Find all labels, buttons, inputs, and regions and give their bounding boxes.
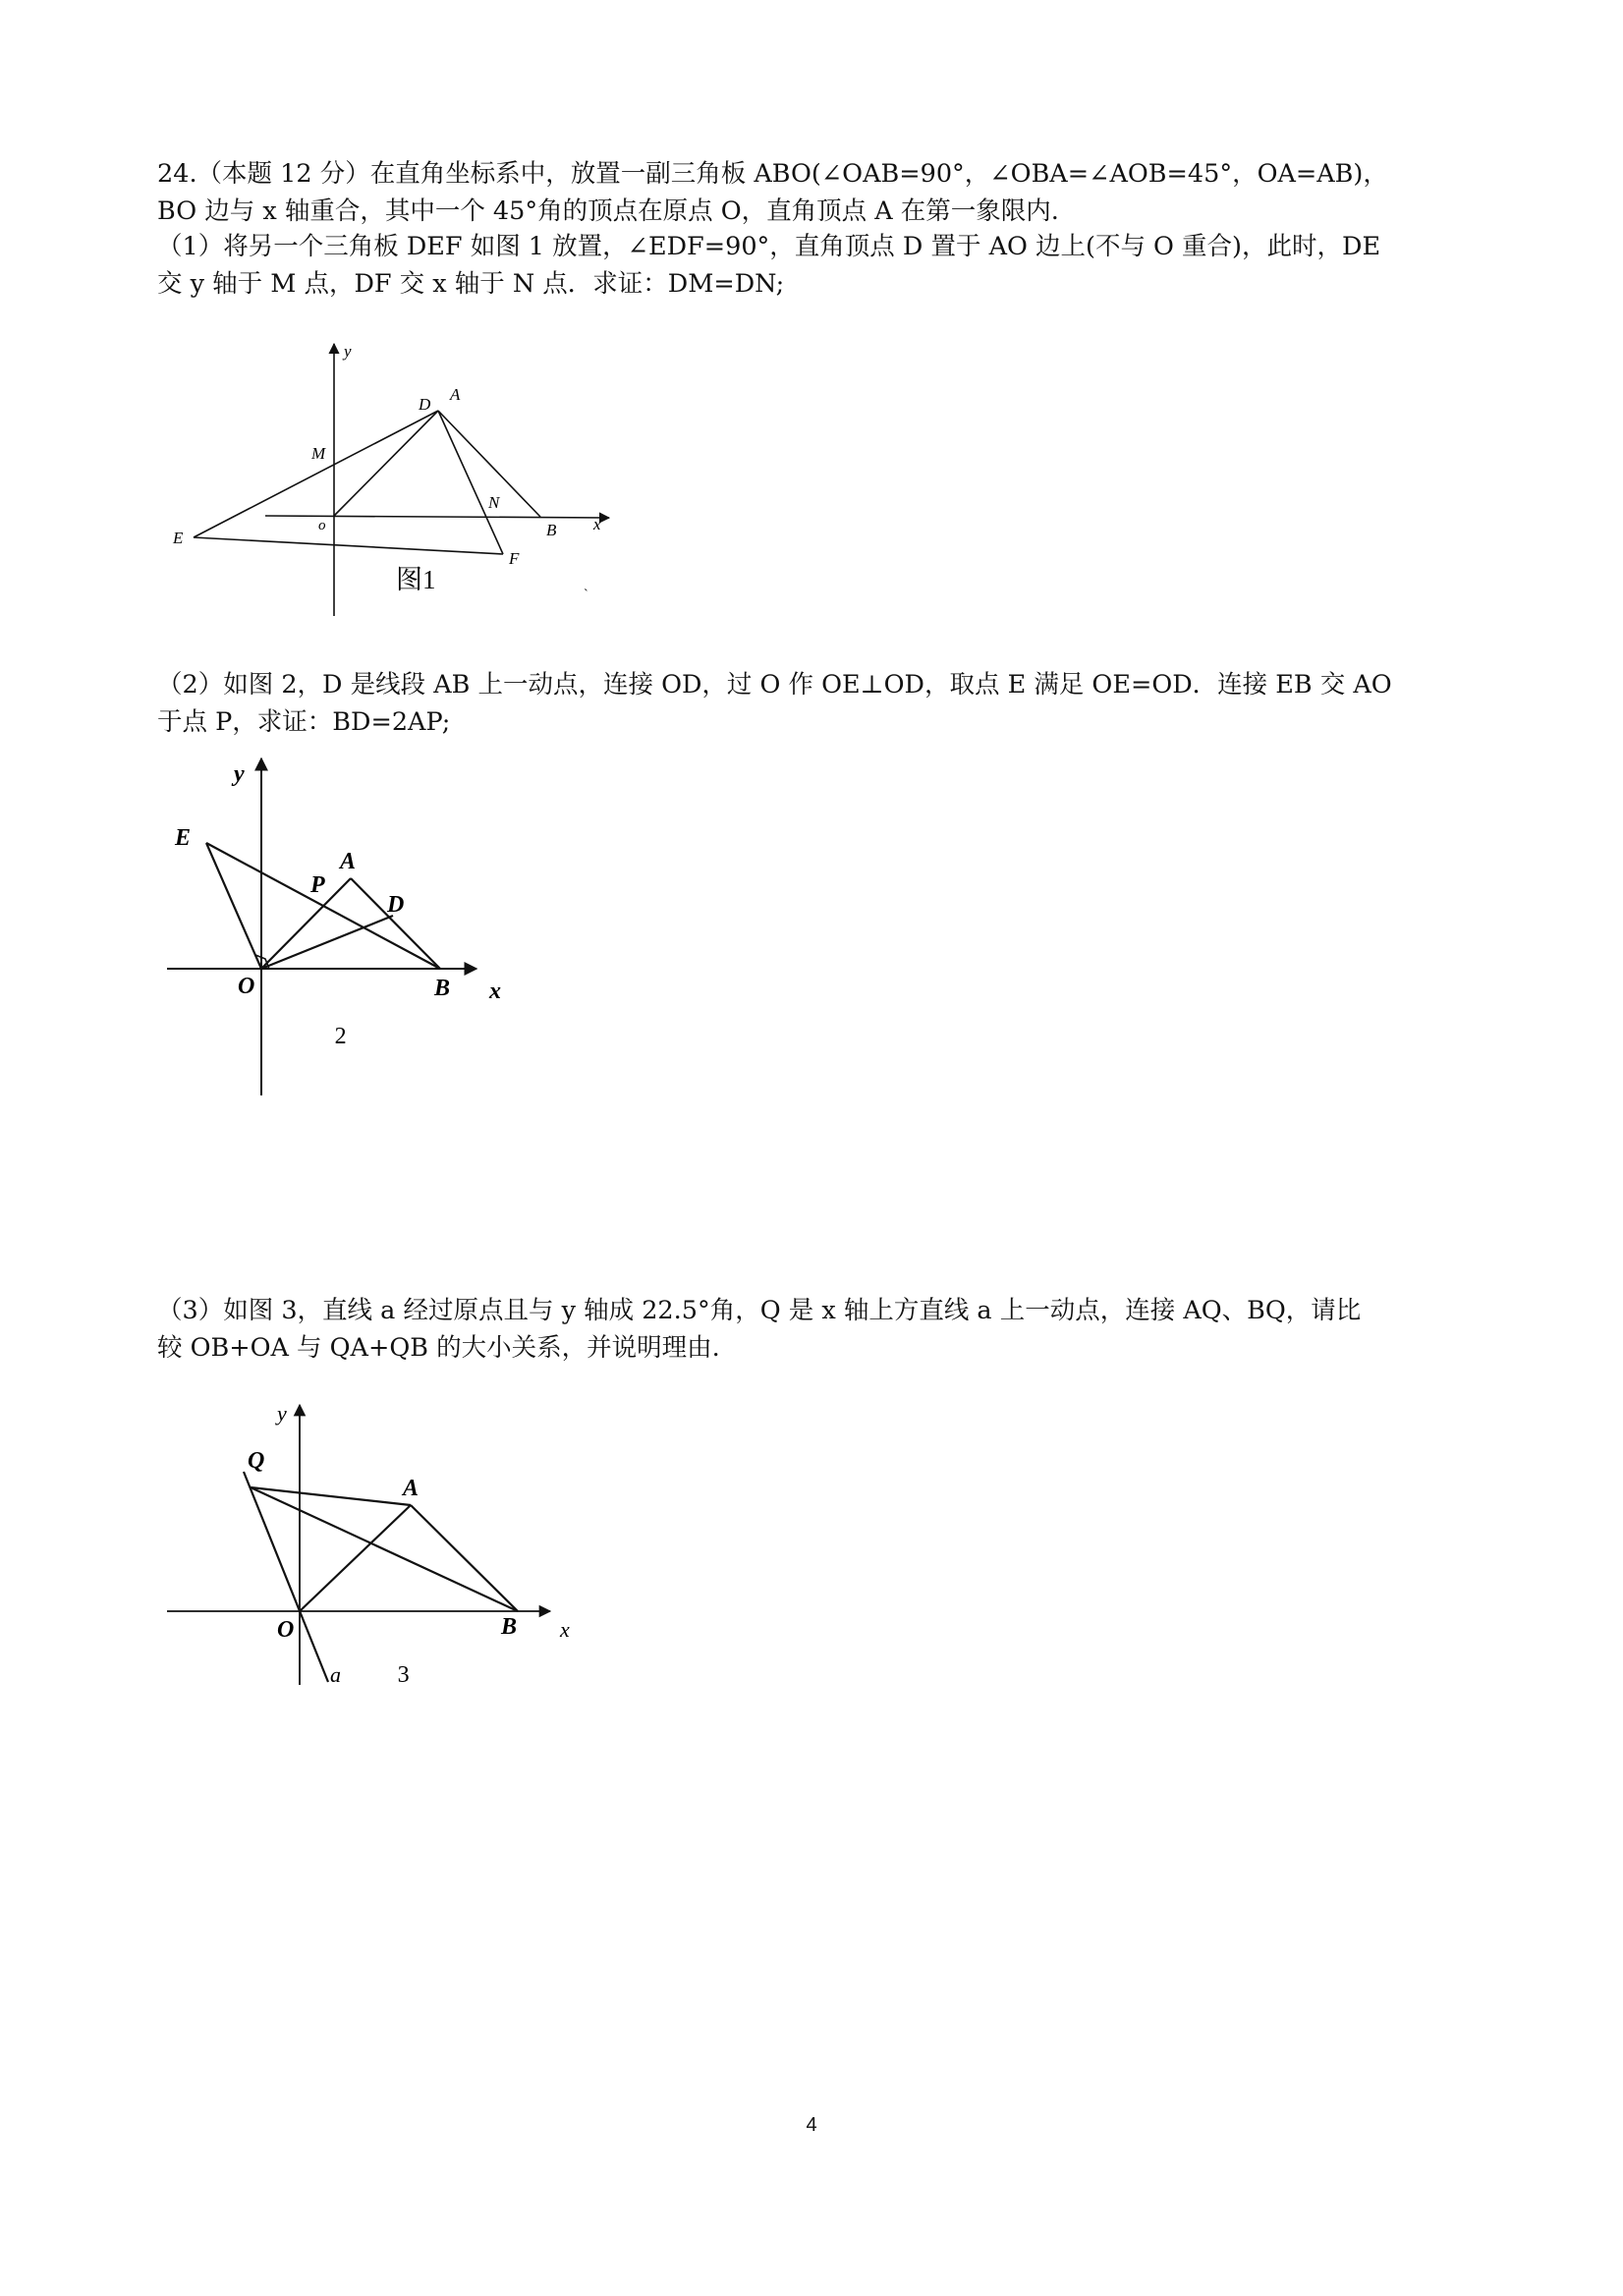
fig2-label-D: D [387,892,405,918]
fig1-label-D: D [419,395,431,414]
fig2-caption: 􀀀2 [316,1024,347,1049]
fig1-segment-DF [438,411,503,554]
question-part1: （1）将另一个三角板 DEF 如图 1 放置，∠EDF=90°，直角顶点 D 置于 AO 边上(不与 O 重合)，此时，DE 交 y 轴于 M 点，DF 交 x 轴于 N 点．求证：DM=DN; [157,232,1381,299]
fig3-segment-AB [411,1505,518,1611]
fig1-x-axis [265,516,609,518]
fig1-label-F: F [509,549,520,568]
fig1-segment-DE [194,411,438,537]
figure-3 [157,1385,580,1690]
figure-1 [157,329,619,624]
fig2-label-P: P [310,872,325,898]
fig3-caption: 􀀀3 [379,1662,410,1688]
fig2-segment-OE [206,843,261,969]
page-number: 4 [806,2114,817,2136]
fig1-label-M: M [311,444,326,463]
fig3-label-y: y [277,1401,287,1426]
fig2-label-E: E [175,825,192,851]
fig3-segment-QB [251,1487,518,1611]
fig1-label-B: B [546,521,557,539]
fig1-caption: 图1 [396,565,436,594]
question-intro: 24.（本题 12 分）在直角坐标系中，放置一副三角板 ABO(∠OAB=90°，∠OBA=∠AOB=45°，OA=AB)， BO 边与 x 轴重合，其中一个 45°角的顶点在原点 O，直角顶点 A 在第一象限内. [157,159,1388,226]
fig2-segment-EB [206,843,440,969]
fig1-label-E: E [173,529,184,547]
fig3-label-a: a [330,1662,341,1687]
fig1-label-N: N [488,493,500,512]
fig3-segment-OA [300,1505,411,1611]
fig1-label-x: x [593,515,601,533]
fig3-label-B: B [501,1614,518,1640]
question-part2: （2）如图 2，D 是线段 AB 上一动点，连接 OD，过 O 作 OE⊥OD，取点 E 满足 OE=OD．连接 EB 交 AO 于点 P，求证：BD=2AP; [157,670,1392,737]
fig3-label-Q: Q [248,1448,265,1474]
fig3-label-O: O [277,1617,295,1643]
fig1-segment-OA [334,411,438,516]
fig3-label-x: x [560,1617,570,1642]
fig2-label-y: y [234,761,245,787]
fig2-segment-OA [261,878,351,969]
fig1-label-y: y [344,342,352,361]
figure-2 [157,747,531,1100]
fig1-label-A: A [450,385,461,404]
fig3-label-A: A [403,1476,420,1501]
fig2-label-B: B [434,976,451,1001]
fig1-segment-EF [194,537,503,554]
fig2-label-x: x [489,979,501,1004]
fig2-segment-OD [261,916,393,969]
fig1-label-O: o [318,518,326,533]
fig2-label-O: O [238,974,255,999]
fig1-stray-mark: ` [584,588,588,602]
question-part3: （3）如图 3，直线 a 经过原点且与 y 轴成 22.5°角，Q 是 x 轴上方直线 a 上一动点，连接 AQ、BQ，请比 较 OB+OA 与 QA+QB 的大小关系，并说明理由. [157,1296,1362,1363]
fig2-label-A: A [340,849,357,874]
fig3-segment-QA [251,1487,411,1505]
